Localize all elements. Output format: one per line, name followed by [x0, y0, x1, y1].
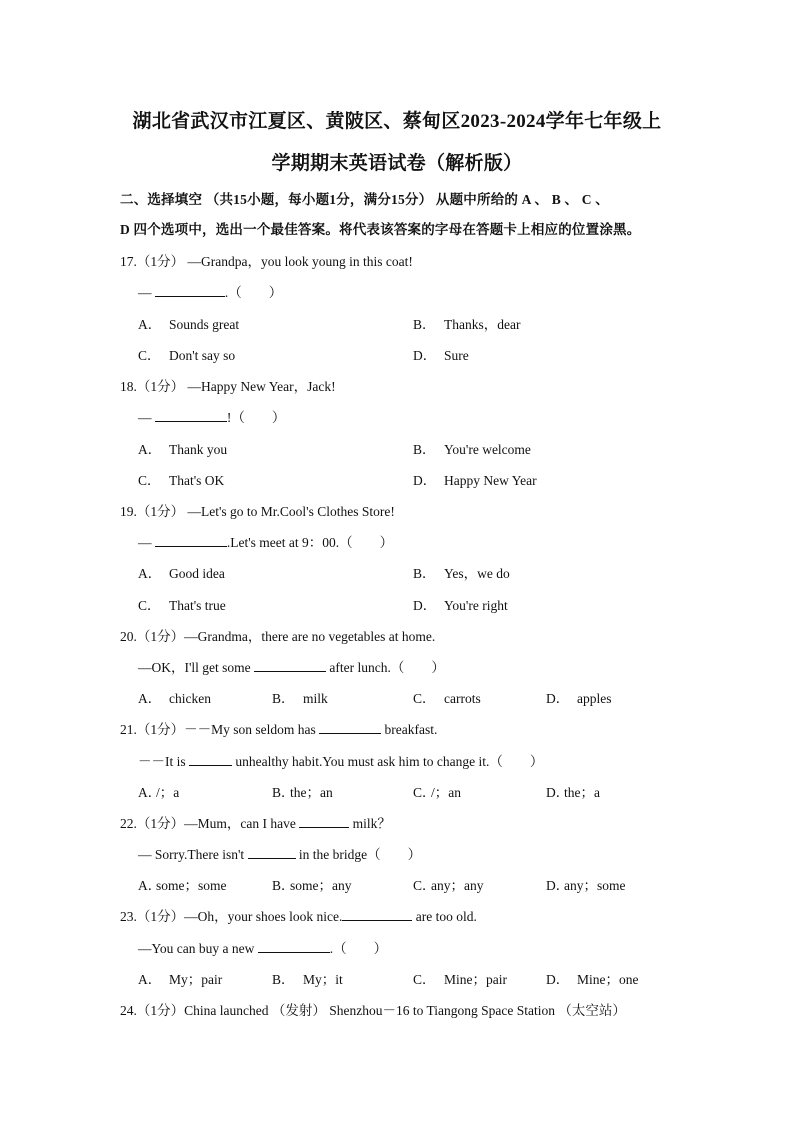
question-20-option-c: C． carrots	[413, 691, 481, 706]
answer-blank	[254, 659, 326, 672]
question-22-stem: 22.（1分）—Mum，can I have milk？	[120, 816, 391, 831]
question-21-option-c: C．/；an	[413, 785, 461, 800]
question-22-option-c: C．any；any	[413, 878, 484, 893]
question-19-option-c: C． That's true	[138, 598, 226, 613]
question-19-option-a: A． Good idea	[138, 566, 225, 581]
question-24-stem: 24.（1分）China launched （发射） Shenzhou－16 to Tiangong Space Station （太空站）	[120, 1003, 626, 1018]
question-22-option-b: B．some；any	[272, 878, 352, 893]
question-20-option-a: A． chicken	[138, 691, 211, 706]
question-18-stem: 18.（1分） —Happy New Year，Jack!	[120, 379, 336, 394]
question-17-option-d: D． Sure	[413, 348, 469, 363]
question-21-stem: 21.（1分）－－My son seldom has breakfast.	[120, 722, 438, 737]
answer-blank	[319, 721, 381, 734]
question-21-option-d: D．the；a	[546, 785, 600, 800]
question-18-response: — !（ ）	[138, 410, 286, 425]
question-21-option-b: B．the；an	[272, 785, 333, 800]
question-19-option-d: D． You're right	[413, 598, 508, 613]
question-23-option-d: D． Mine；one	[546, 972, 639, 987]
answer-blank	[155, 534, 227, 547]
question-21-response: －－It is unhealthy habit.You must ask him to change it.（ ）	[138, 754, 544, 769]
answer-blank	[342, 908, 412, 921]
question-22-response: — Sorry.There isn't in the bridge（ ）	[138, 847, 422, 862]
section-instructions-line1: 二、选择填空 （共15小题，每小题1分，满分15分） 从题中所给的 A 、 B 、 C 、	[120, 192, 610, 207]
question-21-option-a: A．/；a	[138, 785, 180, 800]
answer-blank	[248, 846, 296, 859]
question-17-option-b: B． Thanks，dear	[413, 317, 521, 332]
question-23-option-b: B． My；it	[272, 972, 343, 987]
question-18-option-b: B． You're welcome	[413, 442, 531, 457]
question-23-option-a: A． My；pair	[138, 972, 223, 987]
question-17-response: — .（ ）	[138, 285, 283, 300]
question-22-option-d: D．any；some	[546, 878, 626, 893]
section-instructions-line2: D 四个选项中，选出一个最佳答案。将代表该答案的字母在答题卡上相应的位置涂黑。	[120, 222, 641, 237]
question-20-response: —OK，I'll get some after lunch.（ ）	[138, 660, 445, 675]
question-19-stem: 19.（1分） —Let's go to Mr.Cool's Clothes Store!	[120, 504, 395, 519]
question-22-option-a: A．some；some	[138, 878, 227, 893]
question-17-option-c: C． Don't say so	[138, 348, 236, 363]
question-23-response: —You can buy a new .（ ）	[138, 941, 388, 956]
question-18-option-d: D． Happy New Year	[413, 473, 537, 488]
question-20-stem: 20.（1分）—Grandma，there are no vegetables at home.	[120, 629, 436, 644]
question-23-option-c: C． Mine；pair	[413, 972, 507, 987]
question-20-option-b: B． milk	[272, 691, 328, 706]
answer-blank	[189, 753, 232, 766]
question-19-option-b: B． Yes，we do	[413, 566, 510, 581]
question-17-stem: 17.（1分） —Grandpa，you look young in this coat!	[120, 254, 413, 269]
question-20-option-d: D． apples	[546, 691, 612, 706]
page-title-line1: 湖北省武汉市江夏区、黄陂区、蔡甸区2023-2024学年七年级上	[132, 111, 662, 132]
answer-blank	[299, 815, 349, 828]
answer-blank	[155, 409, 227, 422]
question-17-option-a: A． Sounds great	[138, 317, 240, 332]
answer-blank	[155, 284, 225, 297]
question-18-option-a: A． Thank you	[138, 442, 228, 457]
answer-blank	[258, 940, 330, 953]
question-23-stem: 23.（1分）—Oh，your shoes look nice. are too old.	[120, 909, 477, 924]
question-19-response: — .Let's meet at 9：00.（ ）	[138, 535, 394, 550]
question-18-option-c: C． That's OK	[138, 473, 225, 488]
page-title-line2: 学期期末英语试卷（解析版）	[271, 153, 523, 174]
